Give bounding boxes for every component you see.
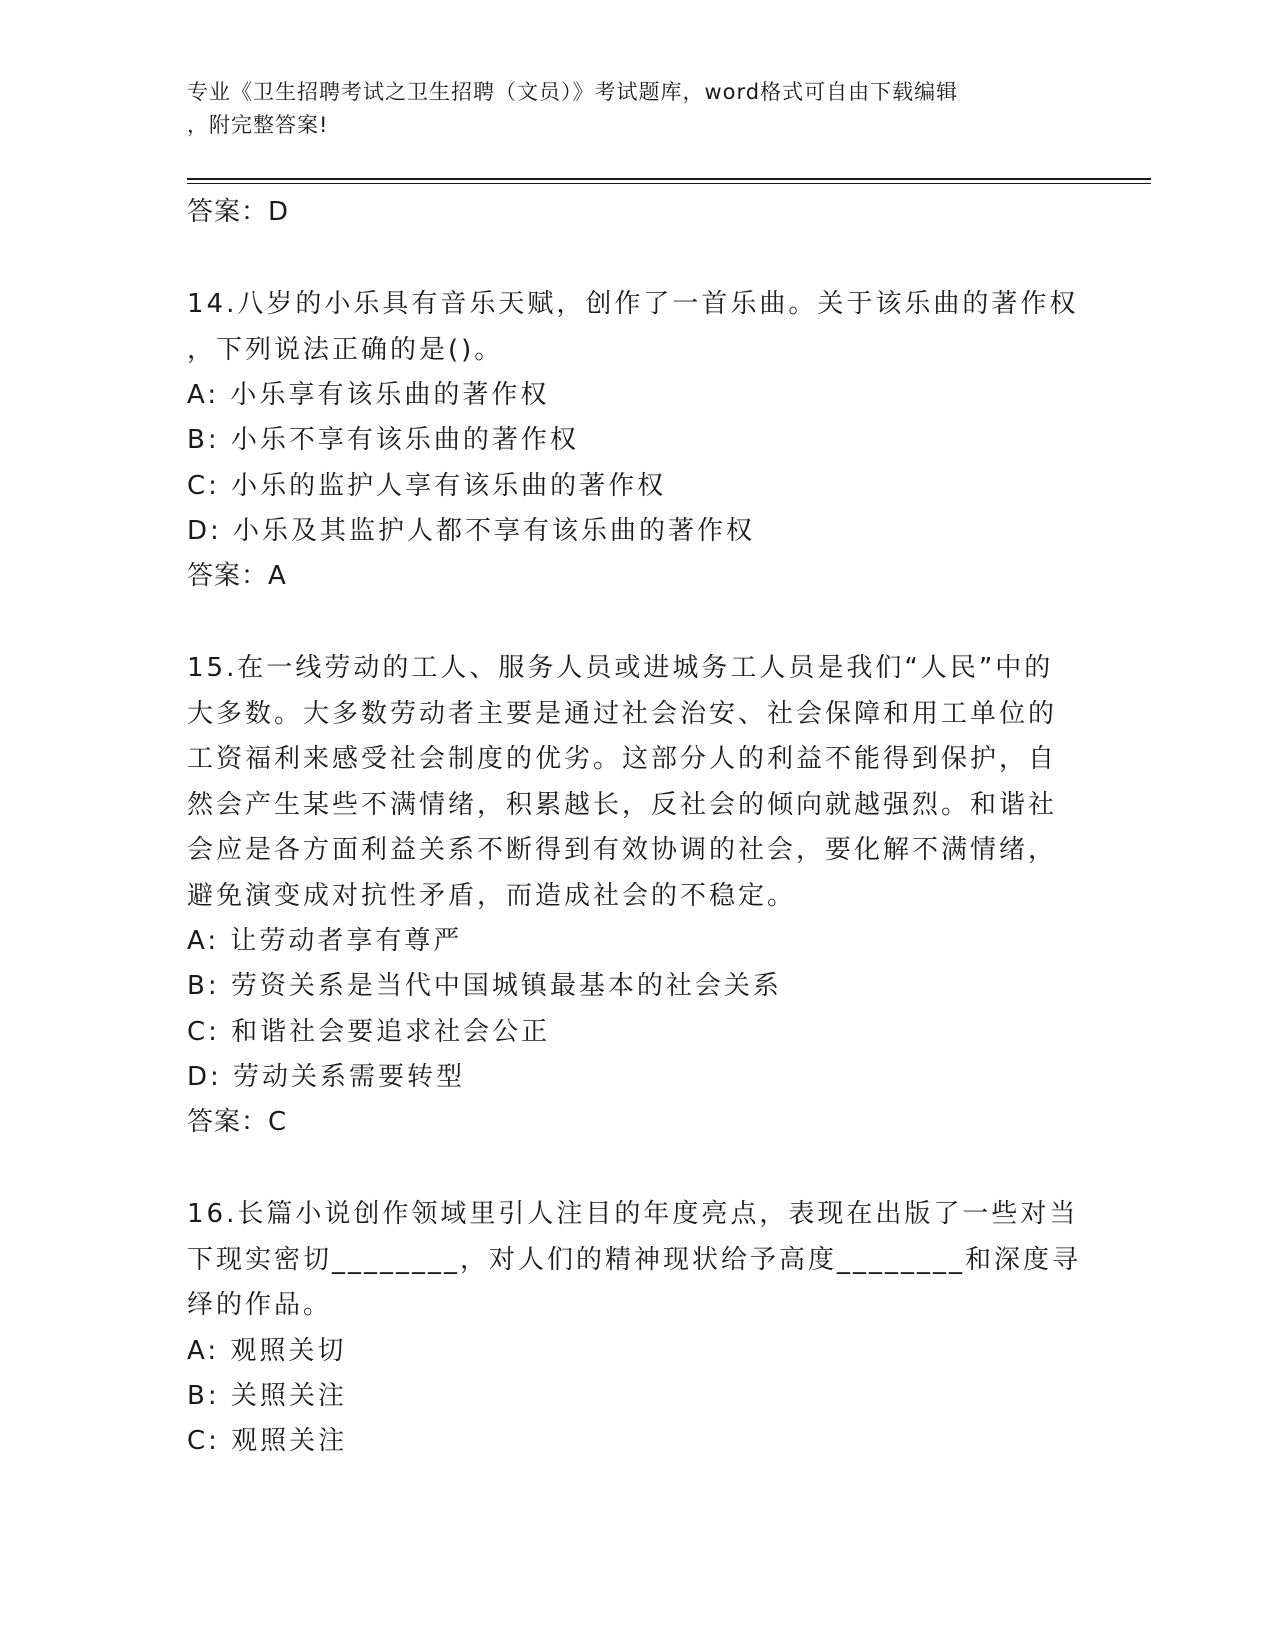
spacer — [187, 1144, 1087, 1192]
question-text-line: 15.在一线劳动的工人、服务人员或进城务工人员是我们“人民”中的 — [187, 653, 1054, 684]
question-text-line: 16.长篇小说创作领域里引人注目的年度亮点，表现在出版了一些对当 — [187, 1199, 1079, 1230]
header-rule-thin — [187, 183, 1151, 184]
option-d: D: 劳动关系需要转型 — [187, 1062, 466, 1093]
previous-answer: 答案：D — [187, 197, 290, 227]
option-c: C: 小乐的监护人享有该乐曲的著作权 — [187, 470, 667, 501]
spacer — [187, 598, 1087, 646]
option-a: A: 让劳动者享有尊严 — [187, 926, 463, 957]
answer: 答案：C — [187, 1107, 288, 1138]
question-list — [187, 190, 1087, 1465]
spacer — [187, 234, 1087, 282]
option-a: A: 小乐享有该乐曲的著作权 — [187, 380, 550, 410]
question-15 — [187, 646, 1087, 1144]
option-b: B: 劳资关系是当代中国城镇最基本的社会关系 — [187, 971, 782, 1002]
option-d: D: 小乐及其监护人都不享有该乐曲的著作权 — [187, 515, 756, 546]
question-text-line: 绎的作品。 — [187, 1290, 333, 1321]
question-16 — [187, 1192, 1087, 1464]
header-line-2: ，附完整答案! — [187, 113, 329, 137]
header-line-1: 专业《卫生招聘考试之卫生招聘（文员）》考试题库，word格式可自由下载编辑 — [187, 80, 959, 104]
question-text-line: 大多数。大多数劳动者主要是通过社会治安、社会保障和用工单位的 — [187, 698, 1058, 729]
question-text-line: 工资福利来感受社会制度的优劣。这部分人的利益不能得到保护，自 — [187, 744, 1058, 775]
document-header — [187, 76, 1067, 142]
option-b: B: 小乐不享有该乐曲的著作权 — [187, 425, 579, 456]
option-c: C: 观照关注 — [187, 1426, 348, 1457]
question-text-line: 14.八岁的小乐具有音乐天赋，创作了一首乐曲。关于该乐曲的著作权 — [187, 289, 1079, 319]
question-text-line: ，下列说法正确的是()。 — [187, 334, 504, 365]
question-text-line: 下现实密切________，对人们的精神现状给予高度________和深度寻 — [187, 1244, 1082, 1275]
answer: 答案：A — [187, 561, 287, 592]
question-text-line: 避免演变成对抗性矛盾，而造成社会的不稳定。 — [187, 880, 797, 911]
option-b: B: 关照关注 — [187, 1381, 347, 1412]
header-rule-thick — [187, 178, 1151, 180]
question-text-line: 然会产生某些不满情绪，积累越长，反社会的倾向就越强烈。和谐社 — [187, 789, 1058, 820]
option-a: A: 观照关切 — [187, 1335, 347, 1366]
question-text-line: 会应是各方面利益关系不断得到有效协调的社会，要化解不满情绪， — [187, 835, 1058, 866]
question-14 — [187, 282, 1087, 598]
option-c: C: 和谐社会要追求社会公正 — [187, 1016, 551, 1047]
